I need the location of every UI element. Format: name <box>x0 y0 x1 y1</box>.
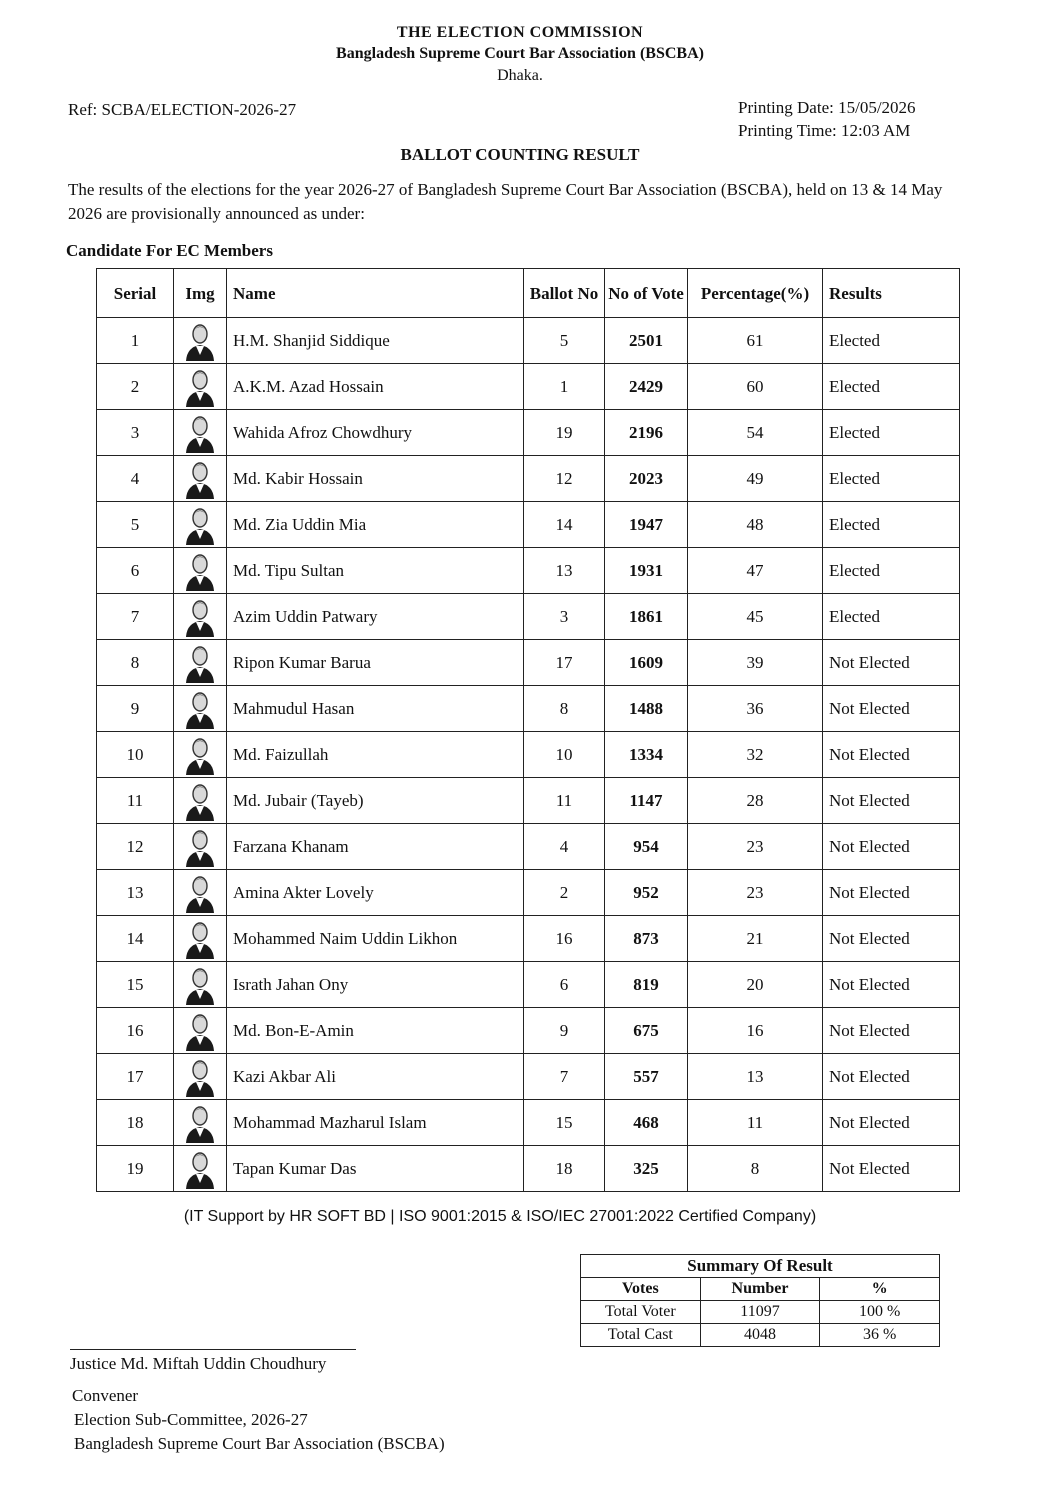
candidate-photo-icon <box>182 1103 218 1143</box>
cell-ballot-no: 1 <box>524 364 605 410</box>
cell-serial: 10 <box>97 732 174 778</box>
cell-result: Not Elected <box>823 732 960 778</box>
cell-result: Not Elected <box>823 870 960 916</box>
cell-result: Not Elected <box>823 916 960 962</box>
cell-result: Not Elected <box>823 640 960 686</box>
cell-percentage: 61 <box>688 318 823 364</box>
cell-name: Ripon Kumar Barua <box>227 640 524 686</box>
summary-cell-number: 4048 <box>700 1324 820 1347</box>
cell-percentage: 21 <box>688 916 823 962</box>
cell-ballot-no: 13 <box>524 548 605 594</box>
cell-votes: 468 <box>605 1100 688 1146</box>
header-percentage: Percentage(%) <box>688 269 823 318</box>
candidate-photo-icon <box>182 367 218 407</box>
intro-paragraph: The results of the elections for the year 2026-27 of Bangladesh Supreme Court Bar Association (BSCBA), held on 13 & 14 May 2026 are provisionally announced as under: <box>68 180 943 223</box>
candidate-row <box>97 1146 960 1192</box>
cell-serial: 3 <box>97 410 174 456</box>
cell-ballot-no: 9 <box>524 1008 605 1054</box>
cell-name: Azim Uddin Patwary <box>227 594 524 640</box>
cell-result: Elected <box>823 548 960 594</box>
cell-percentage: 47 <box>688 548 823 594</box>
cell-percentage: 60 <box>688 364 823 410</box>
cell-name: A.K.M. Azad Hossain <box>227 364 524 410</box>
cell-ballot-no: 2 <box>524 870 605 916</box>
cell-photo <box>174 824 227 870</box>
cell-photo <box>174 778 227 824</box>
summary-row-total-cast <box>581 1324 940 1347</box>
cell-photo <box>174 916 227 962</box>
candidate-row <box>97 502 960 548</box>
cell-votes: 1488 <box>605 686 688 732</box>
cell-ballot-no: 10 <box>524 732 605 778</box>
candidate-row <box>97 640 960 686</box>
cell-votes: 1931 <box>605 548 688 594</box>
cell-votes: 1334 <box>605 732 688 778</box>
cell-ballot-no: 16 <box>524 916 605 962</box>
cell-result: Not Elected <box>823 1100 960 1146</box>
cell-photo <box>174 870 227 916</box>
cell-photo <box>174 962 227 1008</box>
summary-cell-percent: 36 % <box>820 1324 940 1347</box>
signatory-name: Justice Md. Miftah Uddin Choudhury <box>70 1354 327 1373</box>
cell-votes: 675 <box>605 1008 688 1054</box>
candidate-photo-icon <box>182 321 218 361</box>
header-name: Name <box>227 269 524 318</box>
cell-name: Mohammad Mazharul Islam <box>227 1100 524 1146</box>
signatory-organization: Bangladesh Supreme Court Bar Association (BSCBA) <box>74 1434 445 1453</box>
candidate-row <box>97 732 960 778</box>
cell-votes: 2196 <box>605 410 688 456</box>
cell-serial: 8 <box>97 640 174 686</box>
cell-ballot-no: 7 <box>524 1054 605 1100</box>
document-title: BALLOT COUNTING RESULT <box>400 145 640 164</box>
it-support-note: (IT Support by HR SOFT BD | ISO 9001:2015 & ISO/IEC 27001:2022 Certified Company) <box>183 1208 817 1225</box>
summary-table <box>580 1254 940 1347</box>
candidate-row <box>97 778 960 824</box>
candidate-row <box>97 686 960 732</box>
candidate-photo-icon <box>182 781 218 821</box>
candidate-photo-icon <box>182 597 218 637</box>
printing-date: Printing Date: 15/05/2026 <box>738 98 916 117</box>
cell-photo <box>174 456 227 502</box>
cell-ballot-no: 3 <box>524 594 605 640</box>
cell-ballot-no: 19 <box>524 410 605 456</box>
cell-result: Not Elected <box>823 686 960 732</box>
header-img: Img <box>174 269 227 318</box>
cell-name: Tapan Kumar Das <box>227 1146 524 1192</box>
cell-ballot-no: 17 <box>524 640 605 686</box>
candidate-row <box>97 364 960 410</box>
signatory-role: Convener <box>72 1386 139 1405</box>
cell-serial: 1 <box>97 318 174 364</box>
summary-cell-label: Total Voter <box>581 1301 701 1324</box>
cell-serial: 12 <box>97 824 174 870</box>
cell-percentage: 48 <box>688 502 823 548</box>
cell-name: Israth Jahan Ony <box>227 962 524 1008</box>
commission-title: THE ELECTION COMMISSION <box>396 24 644 41</box>
cell-result: Not Elected <box>823 1146 960 1192</box>
cell-serial: 17 <box>97 1054 174 1100</box>
cell-votes: 1947 <box>605 502 688 548</box>
cell-result: Not Elected <box>823 1054 960 1100</box>
candidate-row <box>97 962 960 1008</box>
candidate-row <box>97 1100 960 1146</box>
cell-percentage: 39 <box>688 640 823 686</box>
cell-percentage: 49 <box>688 456 823 502</box>
cell-serial: 16 <box>97 1008 174 1054</box>
candidate-photo-icon <box>182 551 218 591</box>
candidate-row <box>97 410 960 456</box>
cell-percentage: 20 <box>688 962 823 1008</box>
summary-row-total-voter <box>581 1301 940 1324</box>
section-heading: Candidate For EC Members <box>66 241 273 260</box>
cell-percentage: 11 <box>688 1100 823 1146</box>
cell-percentage: 23 <box>688 824 823 870</box>
candidate-row <box>97 1054 960 1100</box>
cell-result: Elected <box>823 410 960 456</box>
cell-photo <box>174 318 227 364</box>
cell-photo <box>174 686 227 732</box>
cell-result: Not Elected <box>823 778 960 824</box>
cell-photo <box>174 364 227 410</box>
cell-percentage: 54 <box>688 410 823 456</box>
cell-name: Md. Bon-E-Amin <box>227 1008 524 1054</box>
cell-photo <box>174 594 227 640</box>
candidate-photo-icon <box>182 1149 218 1189</box>
cell-photo <box>174 410 227 456</box>
summary-title-row <box>581 1255 940 1278</box>
candidate-photo-icon <box>182 643 218 683</box>
candidate-row <box>97 870 960 916</box>
cell-result: Elected <box>823 318 960 364</box>
cell-serial: 15 <box>97 962 174 1008</box>
cell-votes: 952 <box>605 870 688 916</box>
cell-percentage: 32 <box>688 732 823 778</box>
cell-votes: 954 <box>605 824 688 870</box>
candidate-photo-icon <box>182 919 218 959</box>
candidate-row <box>97 456 960 502</box>
cell-photo <box>174 1146 227 1192</box>
cell-name: Md. Kabir Hossain <box>227 456 524 502</box>
candidate-row <box>97 824 960 870</box>
cell-photo <box>174 732 227 778</box>
cell-votes: 1609 <box>605 640 688 686</box>
cell-ballot-no: 12 <box>524 456 605 502</box>
cell-name: Md. Faizullah <box>227 732 524 778</box>
header-results: Results <box>823 269 960 318</box>
cell-percentage: 13 <box>688 1054 823 1100</box>
summary-cell-number: 11097 <box>700 1301 820 1324</box>
cell-photo <box>174 1008 227 1054</box>
candidate-photo-icon <box>182 827 218 867</box>
cell-percentage: 23 <box>688 870 823 916</box>
candidate-photo-icon <box>182 873 218 913</box>
cell-votes: 2429 <box>605 364 688 410</box>
cell-name: Wahida Afroz Chowdhury <box>227 410 524 456</box>
cell-result: Not Elected <box>823 824 960 870</box>
cell-votes: 325 <box>605 1146 688 1192</box>
summary-header-votes: Votes <box>581 1278 701 1301</box>
results-header-row <box>97 269 960 318</box>
cell-serial: 5 <box>97 502 174 548</box>
cell-serial: 6 <box>97 548 174 594</box>
cell-serial: 18 <box>97 1100 174 1146</box>
cell-result: Elected <box>823 502 960 548</box>
cell-photo <box>174 640 227 686</box>
cell-serial: 13 <box>97 870 174 916</box>
cell-serial: 11 <box>97 778 174 824</box>
cell-name: Kazi Akbar Ali <box>227 1054 524 1100</box>
summary-cell-label: Total Cast <box>581 1324 701 1347</box>
cell-percentage: 28 <box>688 778 823 824</box>
candidate-row <box>97 594 960 640</box>
candidate-photo-icon <box>182 735 218 775</box>
cell-ballot-no: 14 <box>524 502 605 548</box>
summary-header-percent: % <box>820 1278 940 1301</box>
cell-ballot-no: 4 <box>524 824 605 870</box>
location: Dhaka. <box>497 67 543 84</box>
cell-serial: 2 <box>97 364 174 410</box>
cell-ballot-no: 8 <box>524 686 605 732</box>
candidate-photo-icon <box>182 505 218 545</box>
cell-serial: 7 <box>97 594 174 640</box>
cell-percentage: 8 <box>688 1146 823 1192</box>
cell-name: Farzana Khanam <box>227 824 524 870</box>
cell-name: Md. Zia Uddin Mia <box>227 502 524 548</box>
cell-votes: 1861 <box>605 594 688 640</box>
candidate-row <box>97 548 960 594</box>
cell-photo <box>174 548 227 594</box>
cell-votes: 873 <box>605 916 688 962</box>
association-name: Bangladesh Supreme Court Bar Association (BSCBA) <box>336 45 704 62</box>
cell-votes: 819 <box>605 962 688 1008</box>
candidate-photo-icon <box>182 1011 218 1051</box>
printing-time: Printing Time: 12:03 AM <box>738 121 911 140</box>
summary-title: Summary Of Result <box>581 1255 940 1278</box>
cell-photo <box>174 502 227 548</box>
header-no-of-vote: No of Vote <box>605 269 688 318</box>
candidate-row <box>97 318 960 364</box>
cell-votes: 557 <box>605 1054 688 1100</box>
signature-line <box>70 1349 356 1350</box>
cell-result: Elected <box>823 594 960 640</box>
cell-serial: 9 <box>97 686 174 732</box>
signatory-committee: Election Sub-Committee, 2026-27 <box>74 1410 308 1429</box>
cell-ballot-no: 5 <box>524 318 605 364</box>
cell-ballot-no: 15 <box>524 1100 605 1146</box>
cell-name: Amina Akter Lovely <box>227 870 524 916</box>
candidate-row <box>97 1008 960 1054</box>
candidate-photo-icon <box>182 413 218 453</box>
cell-votes: 1147 <box>605 778 688 824</box>
reference-number: Ref: SCBA/ELECTION-2026-27 <box>68 100 297 119</box>
summary-cell-percent: 100 % <box>820 1301 940 1324</box>
header-serial: Serial <box>97 269 174 318</box>
cell-serial: 4 <box>97 456 174 502</box>
cell-serial: 14 <box>97 916 174 962</box>
candidate-photo-icon <box>182 689 218 729</box>
cell-photo <box>174 1100 227 1146</box>
cell-name: Mohammed Naim Uddin Likhon <box>227 916 524 962</box>
cell-serial: 19 <box>97 1146 174 1192</box>
summary-header-row <box>581 1278 940 1301</box>
summary-header-number: Number <box>700 1278 820 1301</box>
results-table <box>96 268 960 1192</box>
cell-result: Not Elected <box>823 1008 960 1054</box>
cell-name: H.M. Shanjid Siddique <box>227 318 524 364</box>
cell-result: Elected <box>823 456 960 502</box>
cell-name: Md. Jubair (Tayeb) <box>227 778 524 824</box>
cell-photo <box>174 1054 227 1100</box>
cell-ballot-no: 18 <box>524 1146 605 1192</box>
cell-percentage: 16 <box>688 1008 823 1054</box>
cell-name: Md. Tipu Sultan <box>227 548 524 594</box>
candidate-photo-icon <box>182 1057 218 1097</box>
cell-percentage: 36 <box>688 686 823 732</box>
cell-votes: 2023 <box>605 456 688 502</box>
cell-name: Mahmudul Hasan <box>227 686 524 732</box>
cell-votes: 2501 <box>605 318 688 364</box>
cell-ballot-no: 6 <box>524 962 605 1008</box>
candidate-photo-icon <box>182 459 218 499</box>
cell-result: Not Elected <box>823 962 960 1008</box>
results-body <box>97 318 960 1192</box>
candidate-photo-icon <box>182 965 218 1005</box>
header-ballot-no: Ballot No <box>524 269 605 318</box>
cell-ballot-no: 11 <box>524 778 605 824</box>
cell-percentage: 45 <box>688 594 823 640</box>
cell-result: Elected <box>823 364 960 410</box>
candidate-row <box>97 916 960 962</box>
